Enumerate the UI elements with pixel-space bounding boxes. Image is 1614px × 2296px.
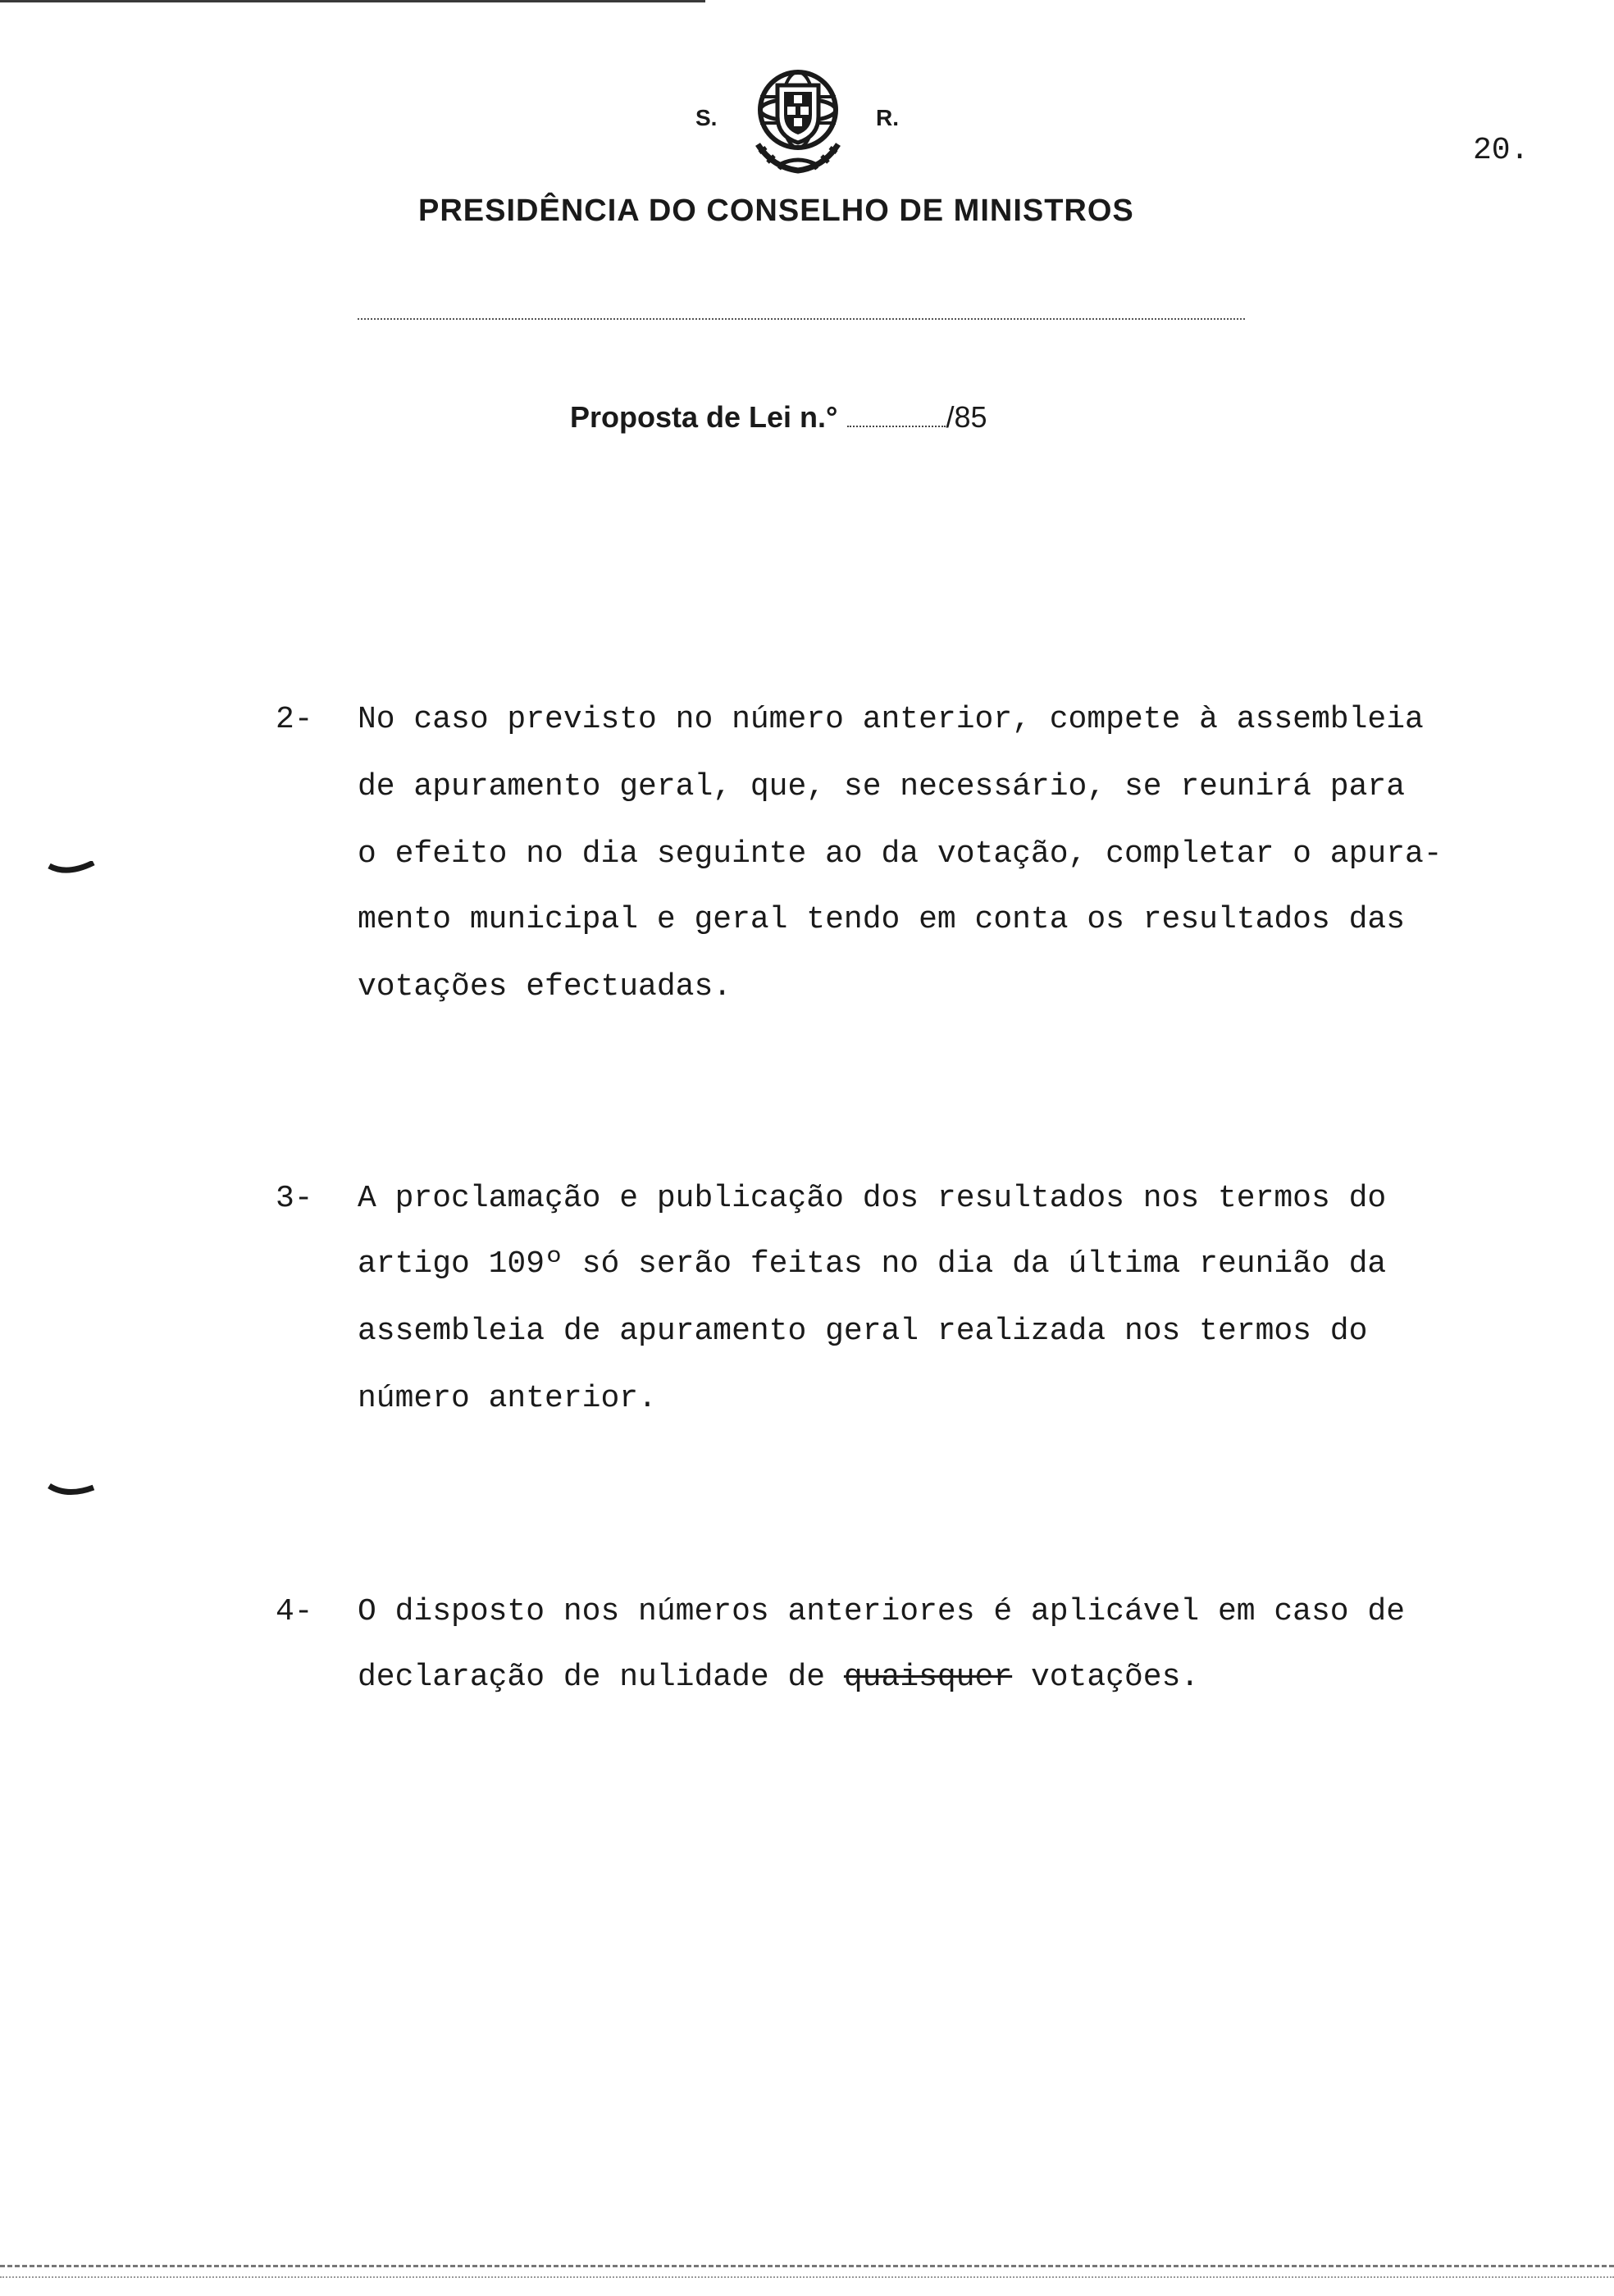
- struck-word: quaisquer: [843, 1660, 1013, 1695]
- paragraph-text: declaração de nulidade de: [358, 1660, 826, 1695]
- margin-mark: [48, 861, 95, 877]
- bottom-scan-edge: [0, 2276, 1614, 2278]
- paragraph-line: artigo 109º só serão feitas no dia da última reunião da: [358, 1246, 1387, 1282]
- paragraph-line: mento municipal e geral tendo em conta os resultados das: [358, 902, 1406, 937]
- margin-mark: [48, 1483, 95, 1499]
- paragraph-line: número anterior.: [358, 1381, 657, 1416]
- paragraph-text: votações.: [1030, 1660, 1200, 1695]
- bottom-scan-edge: [0, 2265, 1614, 2267]
- paragraph-line: A proclamação e publicação dos resultados nos termos do: [358, 1181, 1387, 1216]
- proposta-line: [570, 400, 987, 435]
- proposta-blank: [847, 404, 946, 427]
- paragraph-label: 4-: [276, 1594, 313, 1629]
- header-s-letter: S.: [695, 105, 718, 130]
- paragraph-line: assembleia de apuramento geral realizada nos termos do: [358, 1314, 1368, 1349]
- proposta-number: /85: [946, 400, 987, 434]
- page-number: 20.: [1473, 133, 1530, 168]
- dotted-separator: [358, 318, 1245, 320]
- proposta-label: Proposta de Lei n.°: [570, 400, 838, 434]
- paragraph-line: No caso previsto no número anterior, compete à assembleia: [358, 702, 1424, 737]
- header-r-letter: R.: [876, 105, 899, 130]
- paragraph-line: o efeito no dia seguinte ao da votação, completar o apura-: [358, 836, 1443, 872]
- paragraph-line: [358, 1660, 1502, 1695]
- coat-of-arms-icon: [748, 66, 848, 174]
- paragraph-label: 3-: [276, 1181, 313, 1216]
- ministry-heading: PRESIDÊNCIA DO CONSELHO DE MINISTROS: [418, 194, 1134, 228]
- top-border-line: [0, 0, 705, 2]
- paragraph-line: votações efectuadas.: [358, 969, 732, 1004]
- paragraph-label: 2-: [276, 702, 313, 737]
- paragraph-line: de apuramento geral, que, se necessário, se reunirá para: [358, 769, 1406, 804]
- paragraph-line: O disposto nos números anteriores é aplicável em caso de: [358, 1594, 1406, 1629]
